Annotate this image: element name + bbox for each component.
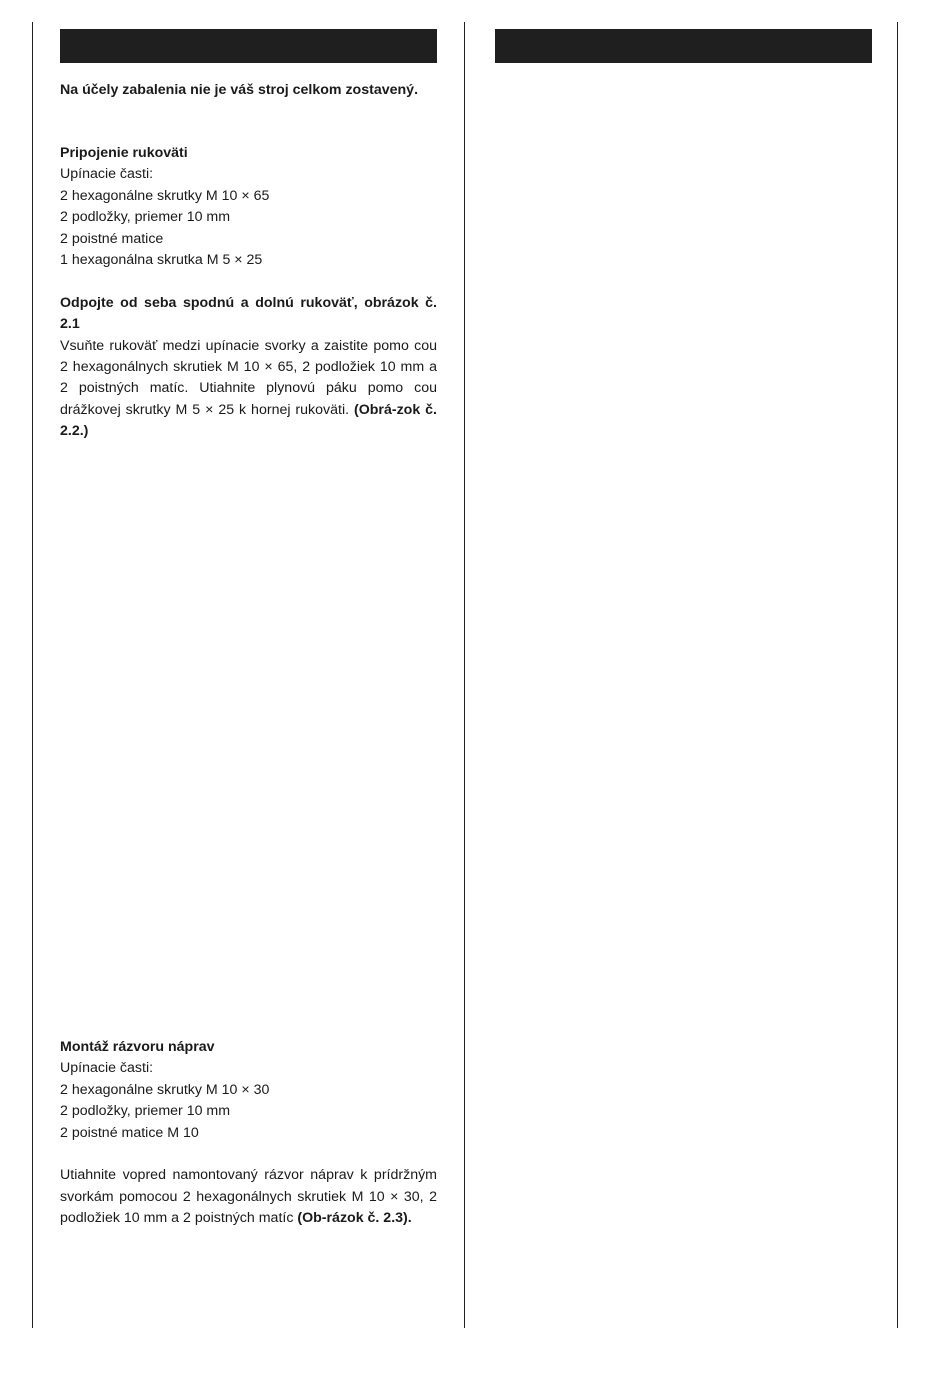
- handle-figure-ref: (Obrá-zok č. 2.2.): [60, 401, 437, 440]
- page-left-rule: [32, 22, 33, 1328]
- intro-block: [60, 80, 437, 101]
- left-header-bar: [60, 29, 437, 63]
- wheelbase-part-item: 2 podložky, priemer 10 mm: [60, 1103, 231, 1120]
- wheelbase-part-item: 2 poistné matice M 10: [60, 1124, 199, 1141]
- intro-text: Na účely zabalenia nie je váš stroj celkom zostavený.: [60, 82, 419, 98]
- handle-heading: Pripojenie rukoväti: [60, 145, 188, 161]
- wheelbase-body-text: Utiahnite vopred namontovaný rázvor náprav k prídržným svorkám pomocou 2 hexagonálnych skrutiek M 10 × 30, 2 podložiek 10 mm a 2 poistných matíc: [60, 1167, 437, 1227]
- handle-part-item: 2 podložky, priemer 10 mm: [60, 209, 231, 226]
- handle-body: [60, 336, 437, 443]
- column-divider-rule: [464, 22, 465, 1328]
- handle-subheading: Odpojte od seba spodnú a dolnú rukoväť, obrázok č. 2.1: [60, 294, 437, 333]
- wheelbase-part-item: 2 hexagonálne skrutky M 10 × 30: [60, 1081, 270, 1098]
- wheelbase-body: [60, 1165, 437, 1229]
- handle-body-text: Vsuňte rukoväť medzi upínacie svorky a zaistite pomo cou 2 hexagonálnych skrutiek M 10 × 65, 2 podložiek 10 mm a 2 poistných matíc. Utiahnite plynovú páku pomo cou drážkovej skrutky M 5 × 25 k hornej rukoväti.: [60, 337, 437, 418]
- handle-part-item: 2 hexagonálne skrutky M 10 × 65: [60, 187, 270, 204]
- handle-section: [60, 143, 437, 443]
- handle-part-item: 1 hexagonálna skrutka M 5 × 25: [60, 252, 263, 269]
- wheelbase-section: [60, 1037, 437, 1230]
- wheelbase-parts-label: Upínacie časti:: [60, 1060, 154, 1077]
- page-right-rule: [897, 22, 898, 1328]
- wheelbase-heading: Montáž rázvoru náprav: [60, 1039, 215, 1055]
- handle-part-item: 2 poistné matice: [60, 230, 164, 247]
- wheelbase-figure-ref: (Ob-rázok č. 2.3).: [297, 1210, 412, 1227]
- right-header-bar: [495, 29, 872, 63]
- handle-parts-label: Upínacie časti:: [60, 166, 154, 183]
